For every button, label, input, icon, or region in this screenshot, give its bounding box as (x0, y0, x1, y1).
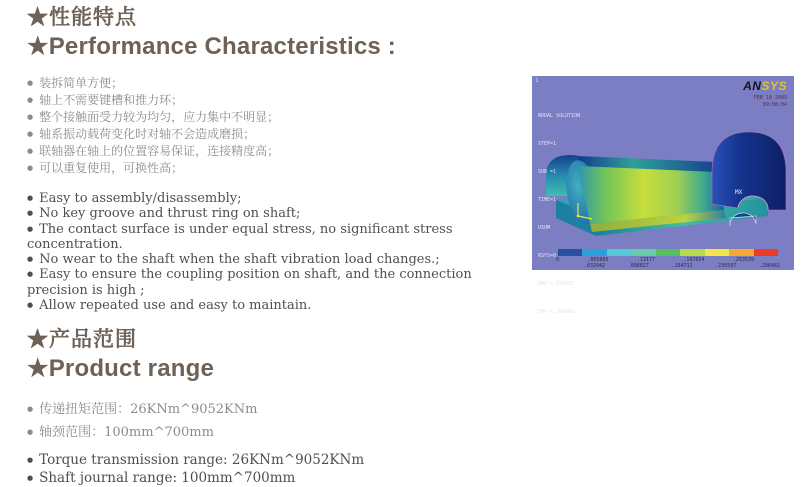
ansys-simulation-image (532, 76, 794, 270)
product-range-title-zh: ★产品范围 (27, 326, 532, 353)
legend-color-segment (705, 249, 729, 256)
bullet-icon (27, 425, 39, 440)
bullet-icon (27, 93, 39, 107)
ansys-logo-an: AN (743, 79, 761, 93)
product-range-title-en: ★Product range (27, 353, 532, 384)
solution-info-line: DMX =.296482 (538, 281, 580, 288)
bullet-icon (27, 252, 39, 267)
bullet-icon (27, 470, 39, 486)
legend-color-segment (680, 249, 704, 256)
product-range-list-zh (27, 398, 532, 444)
performance-bullet-zh: ● 装拆简单方便； (27, 75, 532, 92)
legend-value: .13177 (637, 257, 655, 263)
legend-color-segment (607, 249, 631, 256)
solution-info-line: SUB =1 (538, 169, 580, 176)
bullet-icon (27, 452, 39, 468)
legend-labels-bottom (584, 263, 780, 269)
performance-bullet-zh: ● 轴上不需要键槽和推力环； (27, 92, 532, 109)
legend-color-segment (631, 249, 655, 256)
legend-value: .065885 (587, 257, 608, 263)
solution-info-line: TIME=1 (538, 197, 580, 204)
section-performance (27, 4, 532, 313)
bullet-icon (27, 222, 39, 237)
legend-value: .164712 (671, 263, 692, 269)
performance-bullet-zh: ● 可以重复使用，可换性高； (27, 160, 532, 177)
product-range-bullet-en: ● Torque transmission range: 26KNm^9052KNm (27, 452, 532, 470)
legend-color-segment (582, 249, 606, 256)
bullet-icon (27, 110, 39, 124)
product-range-bullet-zh: ● 传递扭矩范围：26KNm^9052KNm (27, 398, 532, 421)
legend-value: .197654 (683, 257, 704, 263)
performance-bullet-en: ● Easy to ensure the coupling position on shaft, and the connection precision is high ; (27, 267, 532, 298)
bullet-icon (27, 267, 39, 282)
legend-color-segment (754, 249, 778, 256)
legend-value: 0 (556, 257, 559, 263)
bullet-icon (27, 402, 39, 417)
legend-value: .098827 (628, 263, 649, 269)
product-range-list-en (27, 452, 532, 487)
solution-info-line: STEP=1 (538, 141, 580, 148)
bullet-icon (27, 161, 39, 175)
plot-date: FEB 18 2009 (754, 95, 787, 102)
solution-info-line: SMX =.296482 (538, 309, 580, 316)
plot-time: 09:08:04 (754, 102, 787, 109)
bullet-icon (27, 298, 39, 313)
product-range-bullet-en: ● Shaft journal range: 100mm^700mm (27, 470, 532, 487)
bullet-icon (27, 144, 39, 158)
bullet-icon (27, 76, 39, 90)
ansys-logo (743, 79, 787, 93)
performance-title-zh: ★性能特点 (27, 4, 532, 31)
performance-bullet-en: ● The contact surface is under equal stress, no significant stress concentration. (27, 222, 532, 253)
performance-bullet-zh: ● 整个接触面受力较为均匀，应力集中不明显； (27, 109, 532, 126)
plot-number: 1 (535, 77, 539, 84)
legend-color-segment (558, 249, 582, 256)
legend-value: .296482 (759, 263, 780, 269)
solution-info-line: USUM (538, 225, 580, 232)
plot-datetime (754, 95, 787, 108)
performance-bullet-en: ● Easy to assembly/disassembly; (27, 191, 532, 206)
bullet-icon (27, 127, 39, 141)
legend-color-segment (729, 249, 753, 256)
solution-info-block (538, 85, 580, 330)
product-range-bullet-zh: ● 轴颈范围：100mm^700mm (27, 421, 532, 444)
performance-bullet-zh: ● 轴系振动载荷变化时对轴不会造成磨损； (27, 126, 532, 143)
legend-color-segment (656, 249, 680, 256)
ansys-legend-bar (558, 249, 778, 256)
legend-value: .230597 (715, 263, 736, 269)
performance-bullet-en: ● No key groove and thrust ring on shaft; (27, 206, 532, 221)
performance-bullet-zh: ● 联轴器在轴上的位置容易保证，连接精度高； (27, 143, 532, 160)
performance-title-en: ★Performance Characteristics : (27, 31, 532, 62)
performance-list-en (27, 191, 532, 313)
performance-list-zh (27, 75, 532, 177)
performance-bullet-en: ● No wear to the shaft when the shaft vibration load changes.; (27, 252, 532, 267)
ansys-logo-sys: SYS (761, 79, 787, 93)
bullet-icon (27, 206, 39, 221)
legend-value: .032942 (584, 263, 605, 269)
legend-value: .263539 (733, 257, 754, 263)
performance-bullet-en: ● Allow repeated use and easy to maintain. (27, 298, 532, 313)
section-product-range (27, 326, 532, 487)
max-node-label: MX (735, 189, 742, 196)
solution-info-line: RSYS=0 (538, 253, 580, 260)
solution-info-line: NODAL SOLUTION (538, 113, 580, 120)
bullet-icon (27, 191, 39, 206)
